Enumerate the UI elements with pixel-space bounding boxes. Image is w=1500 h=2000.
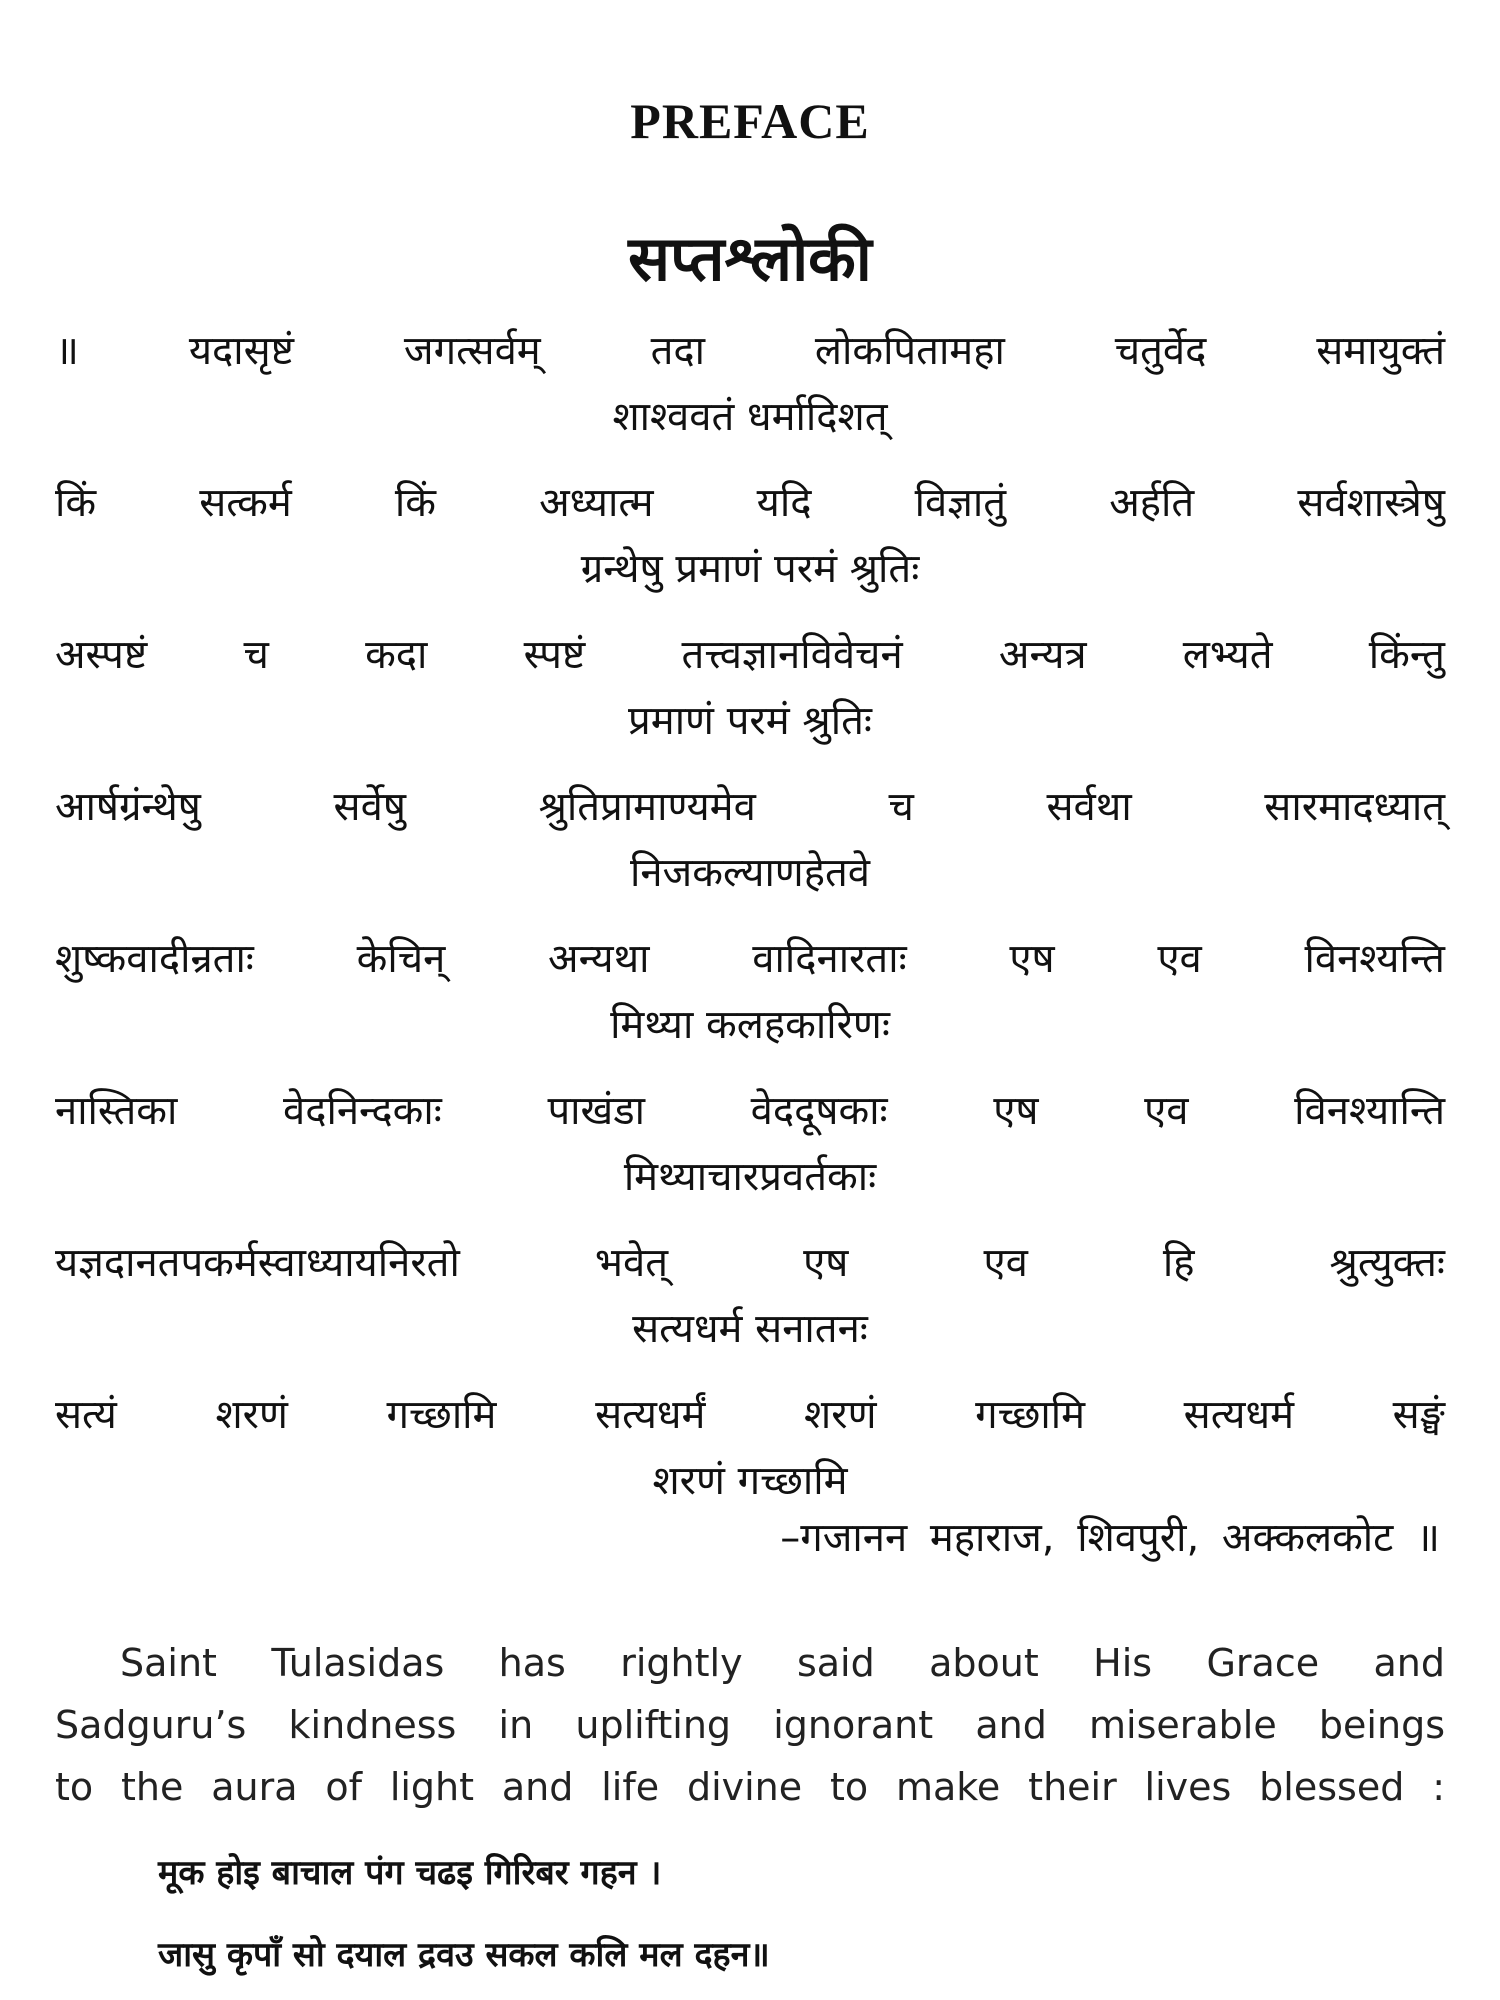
couplet-line: जासु कृपाँ सो दयाल द्रवउ सकल कलि मल दहन॥	[158, 1935, 770, 1975]
verse-7	[55, 1230, 1445, 1362]
prose-line: Saint Tulasidas has rightly said about His Grace and	[120, 1641, 1445, 1685]
verse-line: यज्ञदानतपकर्मस्वाध्यायनिरतो भवेत् एष एव हि श्रुत्युक्तः	[55, 1240, 1445, 1286]
verse-5	[55, 926, 1445, 1058]
quoted-couplet	[158, 1832, 770, 1996]
verse-line: शरणं गच्छामि	[652, 1458, 848, 1504]
verse-4	[55, 774, 1445, 906]
verse-line: किं सत्कर्म किं अध्यात्म यदि विज्ञातुं अर्हति सर्वशास्त्रेषु	[55, 480, 1445, 526]
verse-2	[55, 470, 1445, 602]
couplet-line: मूक होइ बाचाल पंग चढइ गिरिबर गहन ।	[158, 1853, 662, 1893]
section-title: सप्तश्लोकी	[628, 222, 872, 295]
verse-line: शाश्ववतं धर्मादिशत्	[612, 394, 888, 440]
verse-line: अस्पष्टं च कदा स्पष्टं तत्त्वज्ञानविवेचनं अन्यत्र लभ्यते किंन्तु	[55, 632, 1445, 678]
verse-line: सत्यं शरणं गच्छामि सत्यधर्मं शरणं गच्छामि सत्यधर्म सङ्घं	[55, 1392, 1445, 1438]
verse-line: मिथ्या कलहकारिणः	[610, 1002, 890, 1048]
verse-line: मिथ्याचारप्रवर्तकाः	[623, 1154, 877, 1200]
verse-line: ग्रन्थेषु प्रमाणं परमं श्रुतिः	[580, 546, 920, 592]
verse-block	[55, 318, 1445, 1534]
verse-line: शुष्कवादीन्रताः केचिन् अन्यथा वादिनारताः एष एव विनश्यन्ति	[55, 936, 1445, 982]
verse-line: निजकल्याणहेतवे	[630, 850, 870, 896]
verse-line: प्रमाणं परमं श्रुतिः	[628, 698, 872, 744]
prose-paragraph	[55, 1632, 1445, 1818]
prose-line: Sadguru’s kindness in uplifting ignorant and miserable beings	[55, 1703, 1445, 1747]
attribution: –गजानन महाराज, शिवपुरी, अक्कलकोट ॥	[780, 1515, 1440, 1561]
verse-line: ॥ यदासृष्टं जगत्सर्वम् तदा लोकपितामहा चतुर्वेद समायुक्तं	[55, 328, 1445, 374]
verse-line: सत्यधर्म सनातनः	[632, 1306, 868, 1352]
verse-line: नास्तिका वेदनिन्दकाः पाखंडा वेददूषकाः एष एव विनश्यान्ति	[55, 1088, 1445, 1134]
prose-line: to the aura of light and life divine to make their lives blessed :	[55, 1765, 1445, 1809]
verse-line: आर्षग्रंन्थेषु सर्वेषु श्रुतिप्रामाण्यमेव च सर्वथा सारमादध्यात्	[55, 784, 1445, 830]
verse-3	[55, 622, 1445, 754]
verse-1	[55, 318, 1445, 450]
verse-6	[55, 1078, 1445, 1210]
page-heading: PREFACE	[630, 93, 870, 149]
verse-8	[55, 1382, 1445, 1514]
